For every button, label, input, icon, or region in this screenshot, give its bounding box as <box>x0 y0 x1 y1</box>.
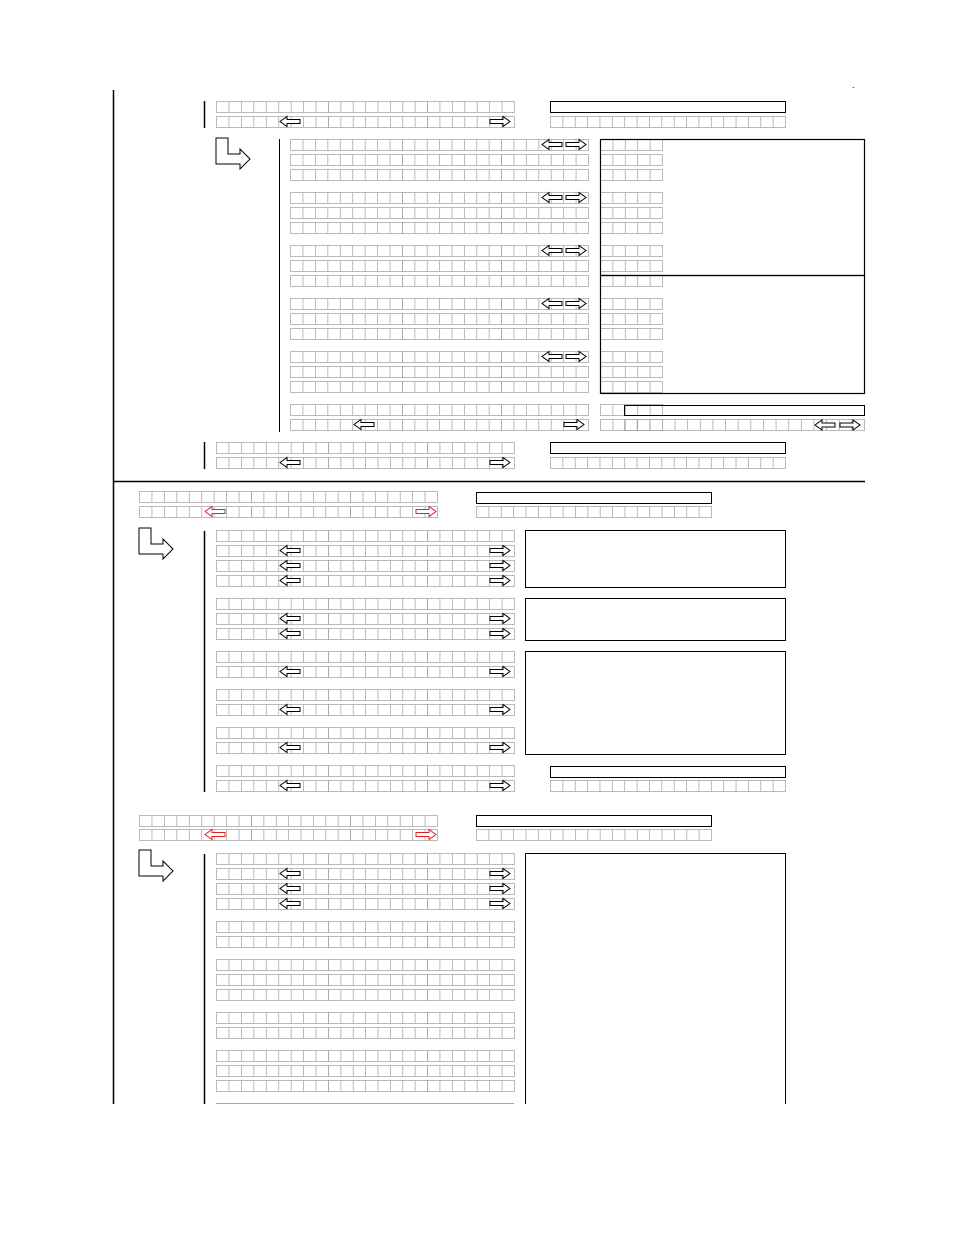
field-cells <box>428 854 515 865</box>
left-arrow-icon <box>280 458 300 468</box>
field-cells <box>601 367 663 378</box>
field-cells <box>329 1081 428 1092</box>
right-arrow-icon <box>490 743 510 753</box>
field-cells <box>217 667 329 678</box>
field-cells <box>291 193 403 204</box>
field-cells <box>403 155 502 166</box>
field-cells <box>601 382 663 393</box>
field-cells <box>217 599 329 610</box>
field-cells <box>502 155 589 166</box>
field-cells <box>329 667 428 678</box>
field-cells <box>403 140 502 151</box>
field-cells <box>329 652 428 663</box>
left-arrow-icon <box>280 781 300 791</box>
left-arrow-icon <box>815 420 835 430</box>
field-cells <box>403 420 502 431</box>
field-cells <box>217 899 329 910</box>
field-cells <box>217 117 329 128</box>
field-cells <box>291 223 403 234</box>
section2-header-cells <box>477 507 712 518</box>
field-cells <box>601 170 663 181</box>
field-cells <box>428 1081 515 1092</box>
field-cells <box>291 276 403 287</box>
field-cells <box>329 576 428 587</box>
right-arrow-icon <box>490 781 510 791</box>
section2-header-box <box>477 493 712 504</box>
left-arrow-icon <box>205 507 225 517</box>
field-cells <box>428 531 515 542</box>
section2-footer-cells <box>551 781 786 792</box>
field-cells <box>291 314 403 325</box>
field-cells <box>140 816 252 827</box>
note-box-b <box>526 599 786 641</box>
bent-arrow-icon <box>216 138 250 169</box>
field-cells <box>403 314 502 325</box>
field-cells <box>217 1051 329 1062</box>
field-cells <box>403 329 502 340</box>
field-cells <box>329 937 428 948</box>
footer-box <box>551 443 786 454</box>
field-cells <box>217 614 329 625</box>
field-cells <box>291 155 403 166</box>
field-cells <box>428 990 515 1001</box>
field-cells <box>291 352 403 363</box>
left-arrow-icon <box>280 899 300 909</box>
field-cells <box>601 329 663 340</box>
right-arrow-icon <box>490 629 510 639</box>
right-arrow-icon <box>416 830 436 840</box>
field-cells <box>428 443 515 454</box>
left-arrow-icon <box>280 629 300 639</box>
field-cells <box>291 140 403 151</box>
field-cells <box>403 246 502 257</box>
left-arrow-icon <box>280 117 300 127</box>
section3-header-cells <box>477 830 712 841</box>
field-cells <box>329 1013 428 1024</box>
field-cells <box>428 1066 515 1077</box>
field-cells <box>217 1013 329 1024</box>
field-cells <box>601 223 663 234</box>
field-cells <box>428 975 515 986</box>
field-cells <box>252 492 351 503</box>
note-box-d <box>526 854 786 1105</box>
field-cells <box>502 261 589 272</box>
field-cells <box>601 208 663 219</box>
field-cells <box>217 922 329 933</box>
note-box-a <box>526 531 786 588</box>
field-cells <box>329 922 428 933</box>
right-arrow-icon <box>490 458 510 468</box>
field-cells <box>403 382 502 393</box>
field-cells <box>291 261 403 272</box>
field-cells <box>428 1028 515 1039</box>
field-cells <box>291 329 403 340</box>
field-cells <box>329 781 428 792</box>
note-box-lower <box>601 276 865 394</box>
field-cells <box>252 507 351 518</box>
right-arrow-icon <box>490 899 510 909</box>
field-cells <box>502 329 589 340</box>
field-cells <box>217 1066 329 1077</box>
field-cells <box>217 629 329 640</box>
left-arrow-icon <box>280 869 300 879</box>
left-arrow-icon <box>542 352 562 362</box>
field-cells <box>601 261 663 272</box>
field-cells <box>403 352 502 363</box>
side-header-box <box>625 406 865 416</box>
field-cells <box>502 405 589 416</box>
field-cells <box>329 690 428 701</box>
field-cells <box>252 830 351 841</box>
left-arrow-icon <box>542 140 562 150</box>
right-arrow-icon <box>490 576 510 586</box>
field-cells <box>329 975 428 986</box>
field-cells <box>428 1051 515 1062</box>
field-cells <box>403 299 502 310</box>
field-cells <box>428 766 515 777</box>
field-cells <box>329 117 428 128</box>
field-cells <box>291 420 403 431</box>
field-cells <box>217 766 329 777</box>
field-cells <box>601 299 663 310</box>
field-cells <box>601 276 663 287</box>
field-cells <box>217 1081 329 1092</box>
field-cells <box>329 899 428 910</box>
field-cells <box>329 614 428 625</box>
field-cells <box>291 246 403 257</box>
field-cells <box>217 690 329 701</box>
left-arrow-icon <box>280 546 300 556</box>
left-arrow-icon <box>280 576 300 586</box>
field-cells <box>217 781 329 792</box>
field-cells <box>428 690 515 701</box>
field-cells <box>291 367 403 378</box>
field-cells <box>329 599 428 610</box>
field-cells <box>217 576 329 587</box>
left-arrow-icon <box>280 884 300 894</box>
field-cells <box>217 937 329 948</box>
field-cells <box>403 276 502 287</box>
footer-cells <box>551 458 786 469</box>
field-cells <box>329 546 428 557</box>
field-cells <box>502 170 589 181</box>
field-cells <box>329 443 428 454</box>
field-cells <box>502 367 589 378</box>
field-cells <box>217 884 329 895</box>
field-cells <box>428 652 515 663</box>
field-cells <box>329 705 428 716</box>
field-cells <box>601 352 663 363</box>
field-cells <box>428 728 515 739</box>
corner-mark: . <box>852 80 855 90</box>
field-cells <box>329 561 428 572</box>
field-cells <box>403 193 502 204</box>
field-cells <box>403 367 502 378</box>
field-cells <box>502 223 589 234</box>
field-cells <box>217 458 329 469</box>
field-cells <box>291 299 403 310</box>
field-cells <box>403 170 502 181</box>
field-cells <box>502 276 589 287</box>
right-arrow-icon <box>840 420 860 430</box>
field-cells <box>217 990 329 1001</box>
field-cells <box>329 102 428 113</box>
left-arrow-icon <box>542 193 562 203</box>
field-cells <box>403 261 502 272</box>
field-cells <box>502 208 589 219</box>
field-cells <box>329 728 428 739</box>
field-cells <box>351 492 438 503</box>
field-cells <box>329 1028 428 1039</box>
field-cells <box>329 854 428 865</box>
field-cells <box>140 492 252 503</box>
field-cells <box>403 208 502 219</box>
field-cells <box>601 314 663 325</box>
field-cells <box>329 990 428 1001</box>
left-arrow-icon <box>542 246 562 256</box>
field-cells <box>428 599 515 610</box>
left-arrow-icon <box>280 614 300 624</box>
field-cells <box>428 922 515 933</box>
field-cells <box>351 816 438 827</box>
field-cells <box>502 314 589 325</box>
right-arrow-icon <box>416 507 436 517</box>
right-arrow-icon <box>490 546 510 556</box>
field-cells <box>217 869 329 880</box>
field-cells <box>601 420 663 431</box>
field-cells <box>291 170 403 181</box>
field-cells <box>601 155 663 166</box>
section3-header-box <box>477 816 712 827</box>
field-cells <box>329 869 428 880</box>
left-arrow-icon <box>542 299 562 309</box>
right-arrow-icon <box>490 705 510 715</box>
field-cells <box>217 960 329 971</box>
field-cells <box>217 531 329 542</box>
field-cells <box>329 960 428 971</box>
left-arrow-icon <box>280 705 300 715</box>
field-cells <box>601 140 663 151</box>
field-cells <box>329 458 428 469</box>
field-cells <box>217 728 329 739</box>
header-box <box>551 102 786 113</box>
field-cells <box>217 102 329 113</box>
field-cells <box>217 854 329 865</box>
field-cells <box>329 884 428 895</box>
field-cells <box>217 705 329 716</box>
field-cells <box>329 766 428 777</box>
bent-arrow-icon <box>139 850 173 881</box>
field-cells <box>140 507 252 518</box>
field-cells <box>428 1013 515 1024</box>
field-cells <box>329 1051 428 1062</box>
left-arrow-icon <box>280 743 300 753</box>
right-arrow-icon <box>490 117 510 127</box>
field-cells <box>601 246 663 257</box>
right-arrow-icon <box>490 561 510 571</box>
field-cells <box>329 743 428 754</box>
field-cells <box>403 405 502 416</box>
field-cells <box>217 546 329 557</box>
field-cells <box>329 1066 428 1077</box>
field-cells <box>217 975 329 986</box>
field-cells <box>601 193 663 204</box>
left-arrow-icon <box>205 830 225 840</box>
field-cells <box>502 382 589 393</box>
left-arrow-icon <box>280 667 300 677</box>
right-arrow-icon <box>564 420 584 430</box>
field-cells <box>403 223 502 234</box>
field-cells <box>217 1028 329 1039</box>
right-arrow-icon <box>490 884 510 894</box>
left-arrow-icon <box>354 420 374 430</box>
note-box-c <box>526 652 786 755</box>
field-cells <box>217 561 329 572</box>
header-cells <box>551 117 786 128</box>
right-arrow-icon <box>490 869 510 879</box>
field-cells <box>217 743 329 754</box>
section2-footer-box <box>551 767 786 778</box>
left-arrow-icon <box>280 561 300 571</box>
field-cells <box>217 652 329 663</box>
right-arrow-icon <box>490 614 510 624</box>
field-cells <box>601 405 663 416</box>
field-cells <box>252 816 351 827</box>
field-cells <box>291 405 403 416</box>
field-cells <box>291 208 403 219</box>
field-cells <box>217 443 329 454</box>
field-cells <box>329 531 428 542</box>
right-arrow-icon <box>490 667 510 677</box>
field-cells <box>428 960 515 971</box>
field-cells <box>140 830 252 841</box>
field-cells <box>428 937 515 948</box>
field-cells <box>329 629 428 640</box>
field-cells <box>428 102 515 113</box>
field-cells <box>291 382 403 393</box>
bent-arrow-icon <box>139 528 173 559</box>
